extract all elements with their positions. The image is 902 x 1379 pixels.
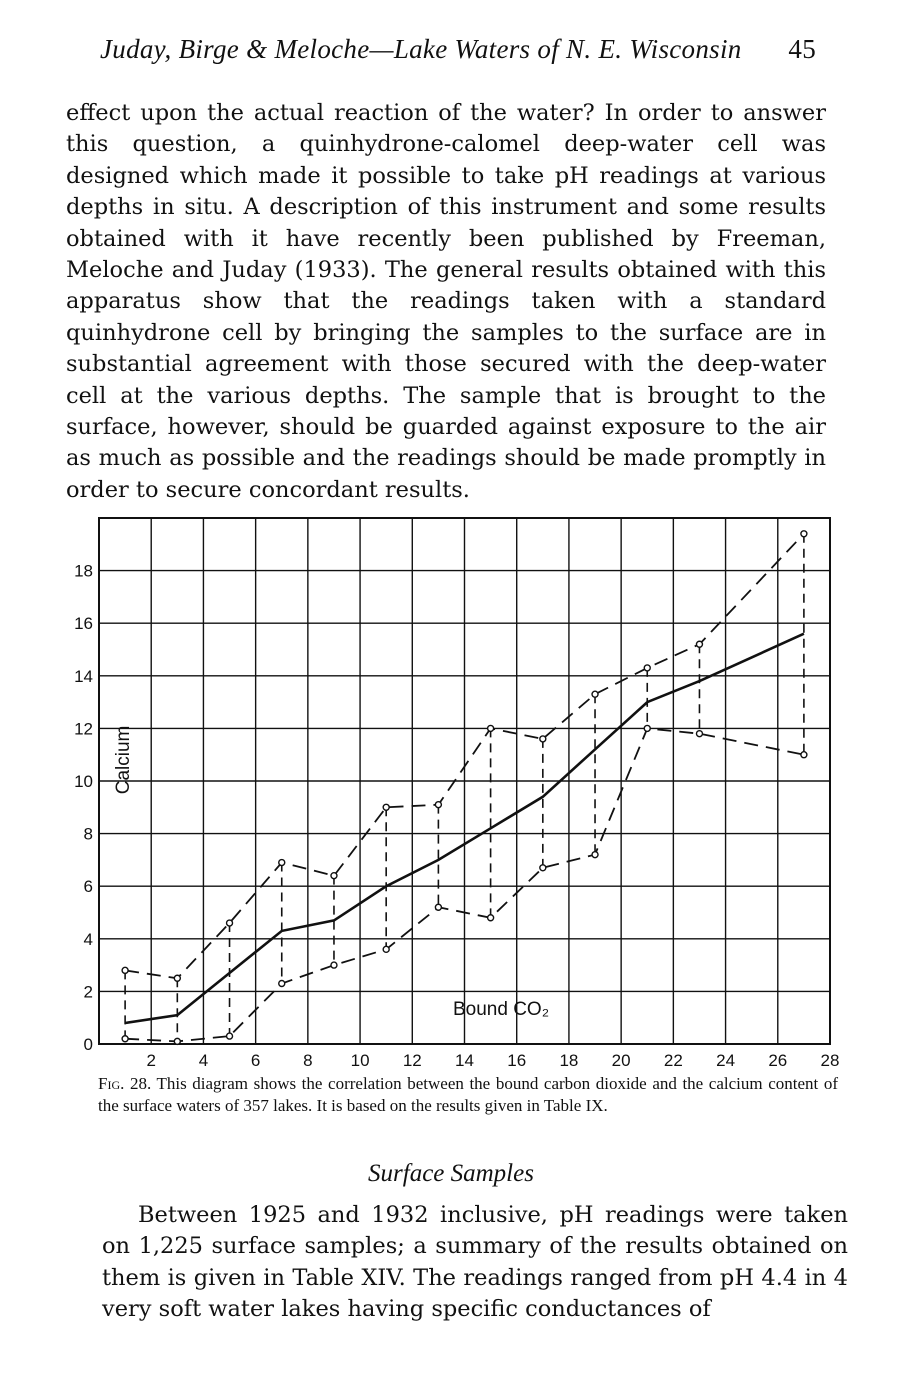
data-point (174, 1038, 180, 1044)
data-point (227, 1033, 233, 1039)
data-point (435, 904, 441, 910)
data-point (696, 641, 702, 647)
correlation-chart (74, 512, 856, 1072)
y-tick-label: 2 (83, 982, 93, 1002)
data-point (644, 665, 650, 671)
y-tick-label: 6 (83, 877, 93, 897)
body-paragraph-1 (66, 98, 826, 506)
data-point (435, 802, 441, 808)
x-tick-label: 24 (716, 1051, 736, 1070)
x-tick-label: 16 (507, 1051, 527, 1070)
data-point (801, 752, 807, 758)
y-tick-label: 4 (83, 929, 93, 949)
x-axis-label: Bound CO₂ (452, 999, 550, 1021)
x-tick-label: 14 (455, 1051, 474, 1070)
data-point (383, 946, 389, 952)
caption-label: Fig. 28. (98, 1074, 152, 1093)
y-tick-label: 10 (74, 772, 93, 791)
y-axis-label: Calcium (113, 725, 134, 795)
data-point (227, 920, 233, 926)
data-point (592, 691, 598, 697)
data-point (644, 725, 650, 731)
running-header (100, 34, 820, 65)
x-tick-label: 28 (820, 1051, 840, 1070)
y-tick-label: 12 (74, 719, 93, 739)
figure-28 (74, 512, 856, 1072)
x-tick-label: 6 (250, 1051, 261, 1070)
caption-text: This diagram shows the correlation between the bound carbon dioxide and the calcium content of the surface waters of 357 lakes. It is based on the results given in Table IX. (98, 1074, 838, 1115)
data-point (488, 725, 494, 731)
page-number: 45 (788, 34, 816, 64)
y-tick-label: 16 (74, 614, 93, 634)
data-point (383, 804, 389, 810)
data-point (279, 860, 285, 866)
x-tick-label: 2 (146, 1051, 156, 1070)
x-tick-label: 20 (611, 1051, 631, 1070)
data-point (331, 873, 337, 879)
data-point (331, 962, 337, 968)
x-tick-label: 12 (402, 1051, 422, 1070)
data-point (122, 1036, 128, 1042)
y-tick-label: 8 (83, 824, 93, 844)
x-tick-label: 22 (663, 1051, 683, 1070)
data-point (696, 731, 702, 737)
data-point (174, 975, 180, 981)
data-point (540, 865, 546, 871)
x-tick-label: 8 (303, 1051, 313, 1070)
section-title: Surface Samples (368, 1160, 534, 1187)
x-tick-label: 10 (350, 1051, 370, 1070)
paragraph-text: Between 1925 and 1932 inclusive, pH readings were taken on 1,225 surface samples; a summary of the results obtained on them is given in Table XIV. The readings ranged from pH 4.4 in 4 very soft water lakes having specific conductances of (102, 1202, 848, 1323)
data-point (122, 967, 128, 973)
y-tick-label: 0 (83, 1035, 93, 1054)
paragraph-text: effect upon the actual reaction of the water? In order to answer this question, a quinhydrone-calomel deep-water cell was designed which made it possible to take pH readings at various depths in situ. A description of this instrument and some results obtained with it have recently been published by Freeman, Meloche and Juday (1933). The general results obtained with this apparatus show that the readings taken with a standard quinhydrone cell by bringing the samples to the surface are in substantial agreement with those secured with the deep-water cell at the various depths. The sample that is brought to the surface, however, should be guarded against exposure to the air as much as possible and the readings should be made promptly in order to secure concordant results. (66, 100, 826, 503)
body-paragraph-2 (102, 1200, 848, 1326)
figure-caption (98, 1073, 838, 1117)
running-title: Juday, Birge & Meloche—Lake Waters of N. E. Wisconsin (100, 34, 742, 64)
x-tick-label: 26 (768, 1051, 788, 1070)
data-point (540, 736, 546, 742)
y-tick-label: 14 (74, 666, 93, 686)
data-point (279, 981, 285, 987)
x-tick-label: 18 (559, 1051, 579, 1070)
data-point (801, 531, 807, 537)
data-point (592, 852, 598, 858)
y-tick-label: 18 (74, 561, 93, 581)
x-tick-label: 4 (198, 1051, 209, 1070)
data-point (488, 915, 494, 921)
